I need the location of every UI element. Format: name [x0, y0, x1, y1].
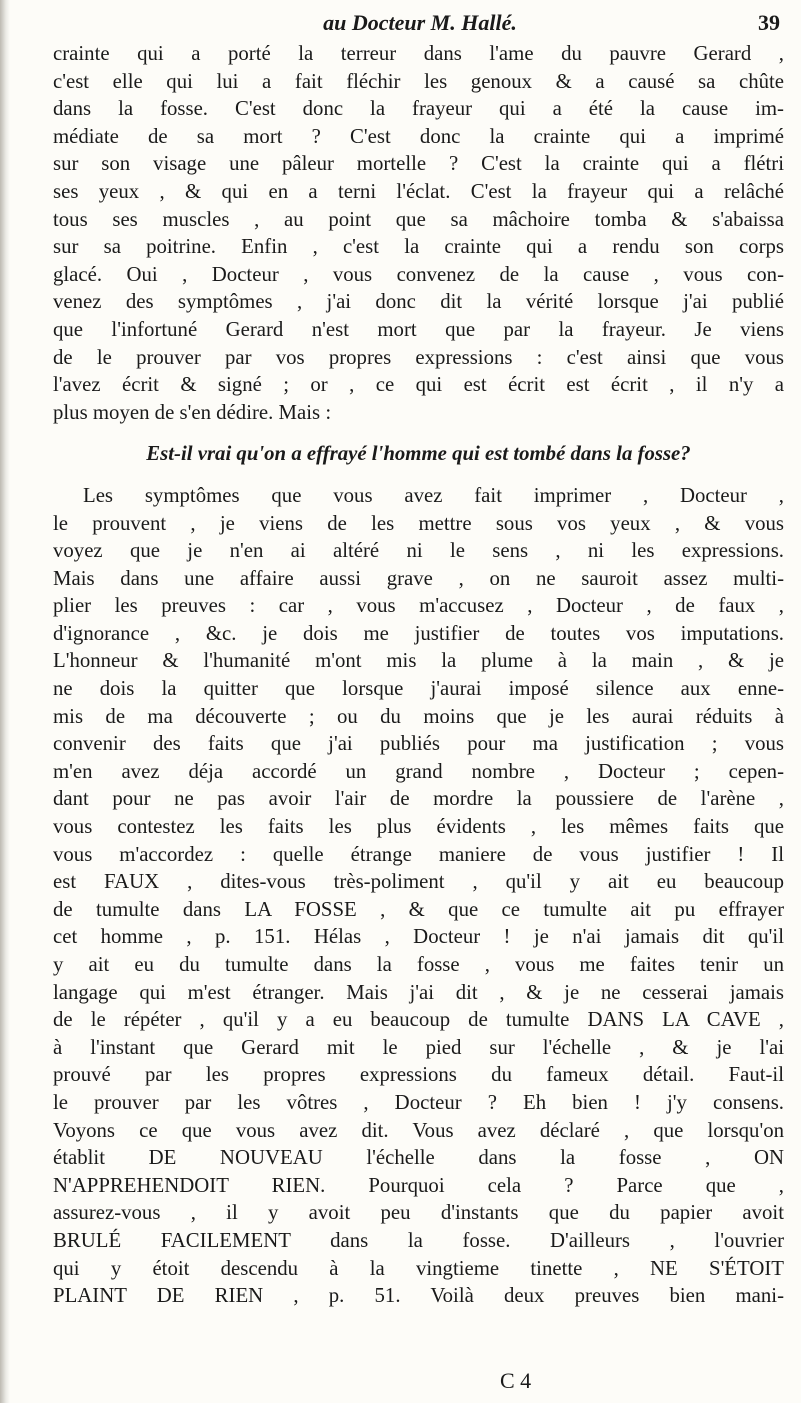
text-line: c'est elle qui lui a fait fléchir les genoux & a causé sa chûte [53, 69, 784, 93]
text-line: convenir des faits que j'ai publiés pour ma justification ; vous [53, 732, 784, 756]
text-line: Les symptômes que vous avez fait imprimer , Docteur , [83, 483, 784, 507]
section-heading: Est-il vrai qu'on a effrayé l'homme qui est tombé dans la fosse? [146, 442, 691, 466]
text-line: BRULÉ FACILEMENT dans la fosse. D'ailleurs , l'ouvrier [53, 1228, 784, 1252]
body-text [53, 40, 784, 1310]
text-line: langage qui m'est étranger. Mais j'ai dit , & je ne cesserai jamais [53, 980, 784, 1004]
text-line: de le prouver par vos propres expressions : c'est ainsi que vous [53, 345, 784, 369]
text-line: ses yeux , & qui en a terni l'éclat. C'est la frayeur qui a relâché [53, 179, 784, 203]
binding-edge [0, 0, 10, 1403]
running-title: au Docteur M. Hallé. [323, 10, 517, 35]
text-line: plier les preuves : car , vous m'accusez , Docteur , de faux , [53, 594, 784, 618]
text-line: crainte qui a porté la terreur dans l'ame du pauvre Gerard , [53, 42, 784, 65]
text-line: voyez que je n'en ai altéré ni le sens , ni les expressions. [53, 539, 784, 563]
signature-mark: C 4 [500, 1368, 532, 1393]
text-line: ne dois la quitter que lorsque j'aurai imposé silence aux enne- [53, 677, 784, 701]
text-line: prouvé par les propres expressions du fameux détail. Faut-il [53, 1063, 784, 1087]
text-line: plus moyen de s'en dédire. Mais : [53, 400, 332, 424]
text-line: Mais dans une affaire aussi grave , on ne sauroit assez multi- [53, 566, 784, 590]
text-line: est FAUX , dites-vous très-poliment , qu'il y ait eu beaucoup [53, 870, 784, 894]
paragraph-2 [53, 482, 784, 1310]
text-line: L'honneur & l'humanité m'ont mis la plume à la main , & je [53, 649, 784, 673]
text-line: m'en avez déja accordé un grand nombre , Docteur ; cepen- [53, 759, 784, 783]
text-line: venez des symptômes , j'ai donc dit la vérité lorsque j'ai publié [53, 290, 784, 314]
text-line: l'avez écrit & signé ; or , ce qui est écrit est écrit , il n'y a [53, 373, 784, 397]
text-line: assurez-vous , il y avoit peu d'instants que du papier avoit [53, 1201, 784, 1225]
text-line: qui y étoit descendu à la vingtieme tinette , NE S'ÉTOIT [53, 1256, 784, 1280]
text-line: mis de ma découverte ; ou du moins que je les aurai réduits à [53, 704, 784, 728]
text-line: vous m'accordez : quelle étrange maniere de vous justifier ! Il [53, 842, 784, 866]
text-line: dant pour ne pas avoir l'air de mordre la poussiere de l'arène , [53, 787, 784, 811]
page-number: 39 [758, 10, 780, 35]
text-line: de tumulte dans LA FOSSE , & que ce tumulte ait pu effrayer [53, 897, 784, 921]
text-line: médiate de sa mort ? C'est donc la crainte qui a imprimé [53, 124, 784, 148]
text-line: y ait eu du tumulte dans la fosse , vous me faites tenir un [53, 953, 784, 976]
text-line: tous ses muscles , au point que sa mâchoire tomba & s'abaissa [53, 207, 784, 231]
text-line: d'ignorance , &c. je dois me justifier de toutes vos imputations. [53, 621, 784, 645]
text-line: sur sa poitrine. Enfin , c'est la crainte qui a rendu son corps [53, 235, 784, 259]
text-line: glacé. Oui , Docteur , vous convenez de la cause , vous con- [53, 262, 784, 286]
text-line: vous contestez les faits les plus évidents , les mêmes faits que [53, 815, 784, 839]
text-line: PLAINT DE RIEN , p. 51. Voilà deux preuves bien mani- [53, 1284, 784, 1308]
page-header [60, 6, 780, 40]
text-line: N'APPREHENDOIT RIEN. Pourquoi cela ? Parce que , [53, 1173, 784, 1197]
text-line: cet homme , p. 151. Hélas , Docteur ! je n'ai jamais dit qu'il [53, 925, 784, 949]
text-line: que l'infortuné Gerard n'est mort que par la frayeur. Je viens [53, 317, 784, 341]
text-line: dans la fosse. C'est donc la frayeur qui a été la cause im- [53, 97, 784, 121]
text-line: Voyons ce que vous avez dit. Vous avez déclaré , que lorsqu'on [53, 1118, 784, 1142]
text-line: sur son visage une pâleur mortelle ? C'est la crainte qui a flétri [53, 152, 784, 176]
text-line: de le répéter , qu'il y a eu beaucoup de tumulte DANS LA CAVE , [53, 1008, 784, 1032]
text-line: le prouvent , je viens de les mettre sous vos yeux , & vous [53, 511, 784, 535]
paragraph-1 [53, 40, 784, 426]
text-line: à l'instant que Gerard mit le pied sur l'échelle , & je l'ai [53, 1035, 784, 1059]
text-line: établit DE NOUVEAU l'échelle dans la fosse , ON [53, 1146, 784, 1170]
text-line: le prouver par les vôtres , Docteur ? Eh bien ! j'y consens. [53, 1090, 784, 1114]
